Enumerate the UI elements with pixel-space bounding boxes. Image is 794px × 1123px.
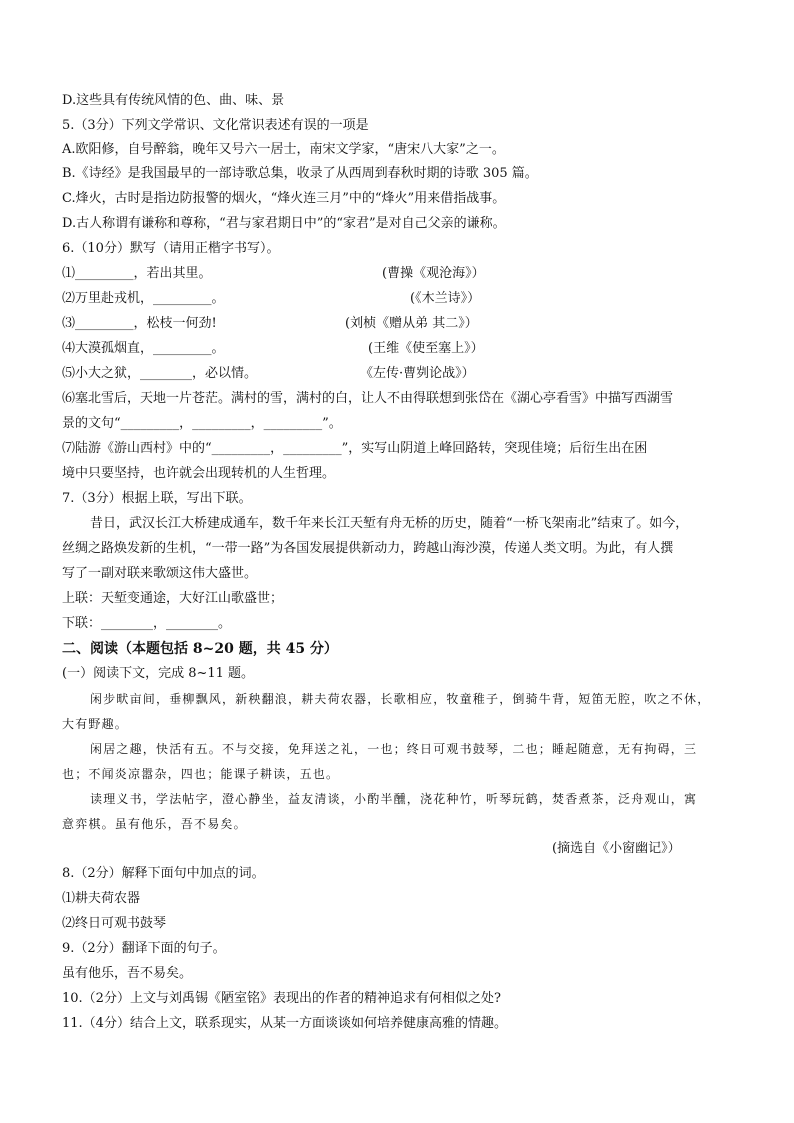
q8-item-1: ⑴耕夫荷农器 — [62, 891, 141, 906]
q6-item-5-source: 《左传·曹刿论战》） — [360, 366, 475, 381]
q8-item-2: ⑵终日可观书鼓琴 — [62, 916, 167, 931]
q9-sentence: 虽有他乐，吾不易矣。 — [62, 966, 193, 981]
q6-item-6-line1: ⑹塞北雪后，天地一片苍茫。满村的雪，满村的白，让人不由得联想到张岱在《湖心亭看雪》中描写西湖雪 — [62, 391, 674, 406]
passage-line2: 大有野趣。 — [62, 717, 129, 731]
q5-option-a: A.欧阳修，自号醉翁，晚年又号六一居士，南宋文学家，“唐宋八大家”之一。 — [62, 142, 505, 157]
q10-stem: 10.（2分）上文与刘禹锡《陋室铭》表现出的作者的精神追求有何相似之处? — [62, 991, 501, 1006]
q6-item-2-source: (《木兰诗》） — [410, 291, 481, 306]
q7-paragraph-line1: 昔日，武汉长江大桥建成通车，数千年来长江天堑有舟无桥的历史，随着“一桥飞架南北”结束了。如今， — [90, 516, 689, 531]
q6-item-4: ⑷大漠孤烟直，_________。 — [62, 341, 225, 356]
passage-line4: 也；不闻炎凉嚣杂，四也；能课子耕读，五也。 — [62, 767, 340, 781]
passage-source: (摘选自《小窗幽记》） — [552, 841, 681, 856]
q8-stem: 8.（2分）解释下面句中加点的词。 — [62, 866, 265, 881]
section-2-sub1: (一）阅读下文，完成 8~11 题。 — [62, 666, 255, 681]
q6-item-6-line2: 景的文句“_________，_________，_________”。 — [62, 416, 342, 431]
q7-paragraph-line2: 丝绸之路焕发新的生机，“一带一路”为各国发展提供新动力，跨越山海沙漠，传递人类文明。为此，有人撰 — [62, 541, 674, 556]
passage-line5: 读理义书，学法帖字，澄心静坐，益友清谈，小酌半醺，浇花种竹，听琴玩鹤，焚香煮茶，泛舟观山，寓 — [90, 792, 698, 806]
q4-option-d: D.这些具有传统风情的色、曲、味、景 — [62, 93, 285, 108]
q5-stem: 5.（3分）下列文学常识、文化常识表述有误的一项是 — [62, 118, 369, 133]
q6-stem: 6.（10分）默写（请用正楷字书写）。 — [62, 241, 280, 256]
passage-line3: 闲居之趣，快活有五。不与交接，免拜送之礼，一也；终日可观书鼓琴，二也；睡起随意，无有拘碍，三 — [90, 742, 698, 756]
q6-item-2: ⑵万里赴戎机，_________。 — [62, 291, 225, 306]
section-2-title: 二、阅读（本题包括 8~20 题，共 45 分） — [62, 641, 338, 657]
q11-stem: 11.（4分）结合上文，联系现实，从某一方面谈谈如何培养健康高雅的情趣。 — [62, 1016, 507, 1031]
q6-item-5: ⑸小大之狱，________，必以情。 — [62, 366, 258, 381]
q6-item-3-source: (刘桢《赠从弟 其二》） — [345, 316, 478, 331]
q7-upper-couplet: 上联：天堑变通途，大好江山歌盛世； — [62, 591, 284, 606]
q7-stem: 7.（3分）根据上联，写出下联。 — [62, 491, 252, 506]
q6-item-3: ⑶_________，松枝一何劲! — [62, 316, 217, 331]
q6-item-7-line1: ⑺陆游《游山西村》中的“_________，_________”，实写山阴道上峰回路转，突现佳境；后衍生出在困 — [62, 441, 648, 456]
q9-stem: 9.（2分）翻译下面的句子。 — [62, 941, 226, 956]
q5-option-b: B.《诗经》是我国最早的一部诗歌总集，收录了从西周到春秋时期的诗歌 305 篇。 — [62, 166, 538, 181]
q6-item-1-source: (曹操《观沧海》） — [382, 266, 485, 281]
q7-lower-couplet: 下联：________，________。 — [62, 616, 232, 631]
passage-line6: 意弈棋。虽有他乐，吾不易矣。 — [62, 817, 247, 831]
q5-option-c: C.烽火，古时是指边防报警的烟火，“烽火连三月”中的“烽火”用来借指战事。 — [62, 191, 506, 206]
q6-item-1: ⑴_________，若出其里。 — [62, 266, 212, 281]
passage-line1: 闲步畎亩间，垂柳飘风，新秧翻浪，耕夫荷农器，长歌相应，牧童稚子，倒骑牛背，短笛无腔，吹之不休， — [90, 692, 711, 706]
q7-paragraph-line3: 写了一副对联来歌颂这伟大盛世。 — [62, 566, 258, 581]
q5-option-d: D.古人称谓有谦称和尊称，“君与家君期日中”的“家君”是对自己父亲的谦称。 — [62, 216, 506, 231]
q6-item-7-line2: 境中只要坚持，也许就会出现转机的人生哲理。 — [62, 466, 336, 481]
q6-item-4-source: (王维《使至塞上》） — [368, 341, 484, 356]
